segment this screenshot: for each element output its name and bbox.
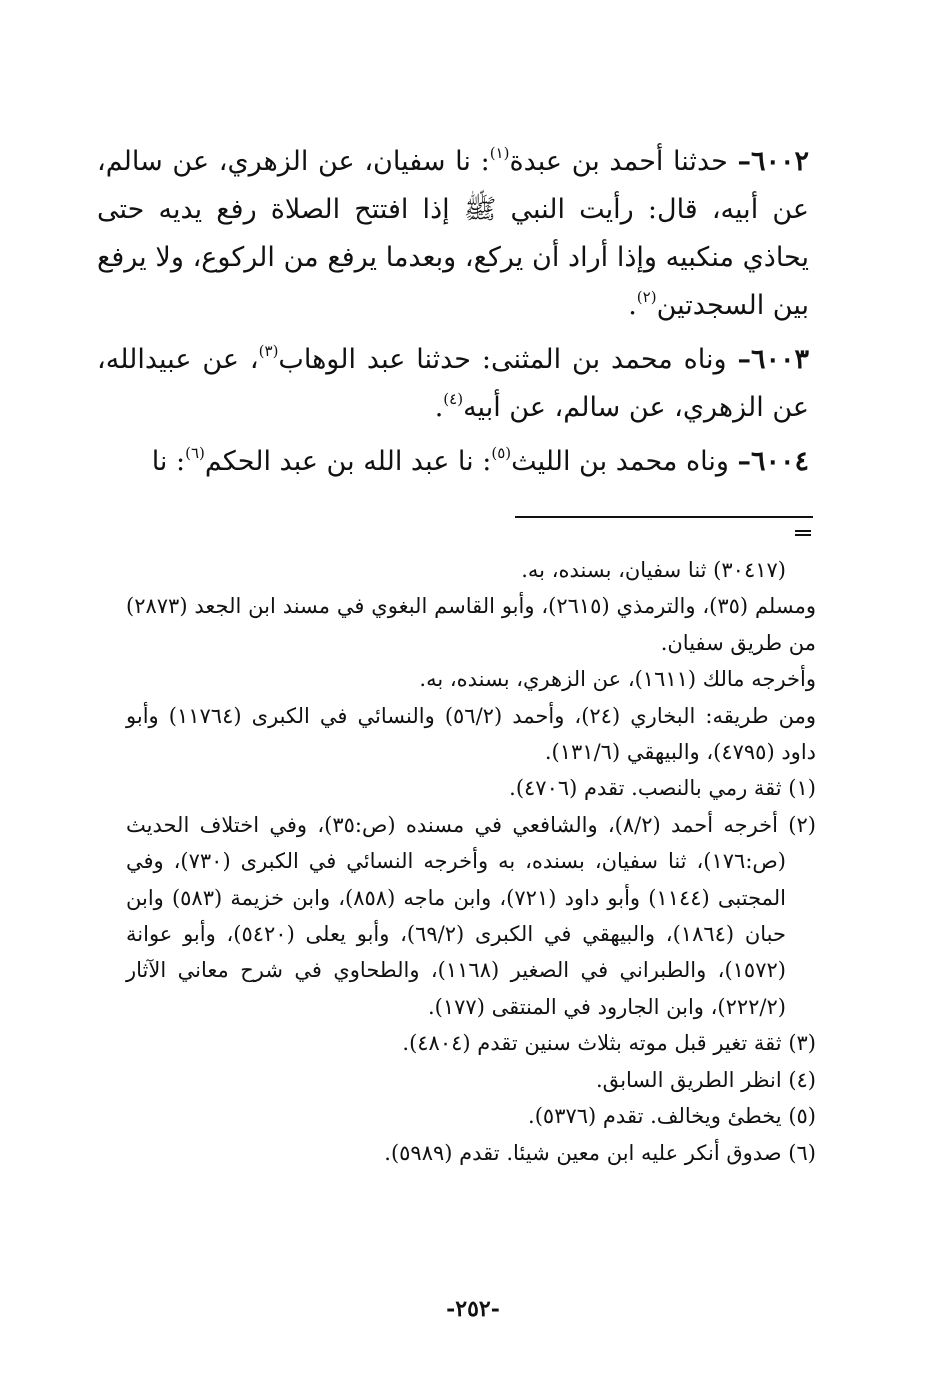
footnote-continuation: ومن طريقه: البخاري (٢٤)، وأحمد (٥٦/٢) والنسائي في الكبرى (١١٧٦٤) وأبو داود (٤٧٩٥)، والبيهقي (١٣١/٦). bbox=[126, 703, 816, 765]
footnote-ref[interactable]: (٢) bbox=[636, 288, 657, 306]
footnote-5: (٥) يخطئ ويخالف. تقدم (٥٣٧٦). bbox=[528, 1104, 816, 1129]
footnote-1: (١) ثقة رمي بالنصب. تقدم (٤٧٠٦). bbox=[509, 776, 816, 801]
footnote-ref[interactable]: (٦) bbox=[185, 444, 205, 462]
hadith-6003: ٦٠٠٣– وناه محمد بن المثنى: حدثنا عبد الوهاب$^{(٣)}$، عن عبيدالله، عن الزهري، عن سالم، عن أبيه$^{(٤)}$. bbox=[97, 342, 809, 423]
hadith-6002: ٦٠٠٢– حدثنا أحمد بن عبدة$^{(١)}$: نا سفيان، عن الزهري، عن سالم، عن أبيه، قال: رأيت النبي ﷺ إذا افتتح الصلاة رفع يديه حتى يحاذي منكبيه وإذا أراد أن يركع، وبعدما يرفع من الركوع، ولا يرفع بين السجدتين$^{(٢)}$. bbox=[97, 144, 809, 321]
footnote-ref[interactable]: (١) bbox=[489, 144, 510, 162]
hadith-number: ٦٠٠٣ bbox=[750, 344, 809, 375]
hadith-6004: ٦٠٠٤– وناه محمد بن الليث$^{(٥)}$: نا عبد الله بن عبد الحكم$^{(٦)}$: نا bbox=[151, 444, 809, 477]
footnote-ref[interactable]: (٥) bbox=[491, 444, 512, 462]
footnote-continuation: وأخرجه مالك (١٦١١)، عن الزهري، بسنده، به. bbox=[419, 667, 816, 692]
footnote-continuation: (٣٠٤١٧) ثنا سفيان، بسنده، به. bbox=[521, 558, 786, 582]
hadith-number: ٦٠٠٢ bbox=[750, 146, 809, 177]
footnote-2: (٢) أخرجه أحمد (٨/٢)، والشافعي في مسنده (ص:٣٥)، وفي اختلاف الحديث (ص:١٧٦)، ثنا سفيان، بسنده، به وأخرجه النسائي في الكبرى (٧٣٠)، وفي المجتبى (١١٤٤) وأبو داود (٧٢١)، وابن ماجه (٨٥٨)، وابن خزيمة (٥٨٣) وابن حبان (١٨٦٤)، والبيهقي في الكبرى (٦٩/٢)، وأبو يعلى (٥٤٢٠)، وأبو عوانة (١٥٧٢)، والطبراني في الصغير (١١٦٨)، والطحاوي في شرح معاني الآثار (٢٢٢/٢)، وابن الجارود في المنتقى (١٧٧). bbox=[126, 812, 816, 1019]
hadith-number: ٦٠٠٤ bbox=[750, 446, 809, 477]
footnote-continuation: ومسلم (٣٥)، والترمذي (٢٦١٥)، وأبو القاسم البغوي في مسند ابن الجعد (٢٨٧٣) من طريق سفيان. bbox=[126, 594, 816, 655]
footnote-6: (٦) صدوق أنكر عليه ابن معين شيئا. تقدم (٥٩٨٩). bbox=[384, 1140, 816, 1165]
footnote-4: (٤) انظر الطريق السابق. bbox=[596, 1067, 816, 1092]
main-text bbox=[97, 138, 809, 492]
footnote-ref[interactable]: (٣) bbox=[258, 342, 279, 360]
footnote-3: (٣) ثقة تغير قبل موته بثلاث سنين تقدم (٤٨٠٤). bbox=[402, 1031, 816, 1056]
page-number: -٢٥٢- bbox=[446, 1296, 500, 1322]
footnote-separator bbox=[515, 516, 813, 518]
continuation-mark bbox=[795, 530, 811, 532]
footnote-ref[interactable]: (٤) bbox=[443, 390, 464, 408]
footnotes bbox=[126, 552, 816, 1171]
